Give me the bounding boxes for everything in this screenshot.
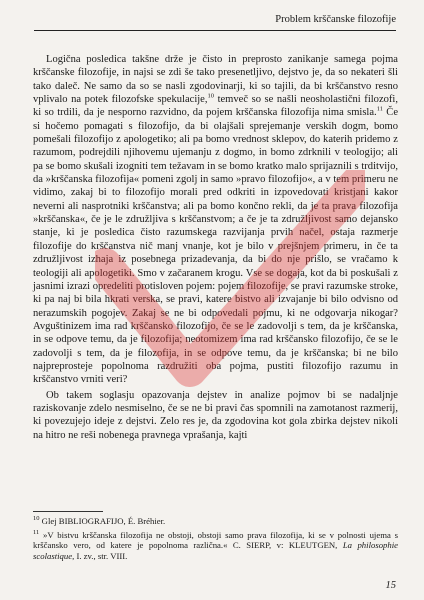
footnote-marker: 10 <box>207 92 214 100</box>
text-run: Ob takem soglasju opazovanja dejstev in analize pojmov bi se nadaljnje raziskovanje zdelo nesmiselno, če se ne bi pravi čas spomnili na zamotanost razmerij, ki povezujejo ideje z dejstvi. Zelo res je, da zgodovina kot gola zbirka dejstev nikoli na hitro ne reši nobenega pravnega vprašanja, kajti <box>33 389 398 441</box>
body-paragraph <box>33 53 398 387</box>
text-run: Glej BIBLIOGRAFIJO, É. Bréhier. <box>39 516 166 526</box>
footnote <box>33 530 398 562</box>
footnote-marker: 10 <box>33 515 40 523</box>
text-run: Če si hočemo pomagati s filozofijo, da bi olajšali sprejemanje verskih dogm, bomo pomešali filozofijo z apologetiko; ali pa bomo vrednost sklepov, do katerih pridemo z razumom, podrejdili njihovemu ujemanju z dogmo, in bomo zdrknili v teologijo; ali pa se bomo skušali izogniti tem težavam in se bomo kratko malo sprijaznili s trditvijo, da »krščanska filozofija« pomeni zgolj in samo »pravo filozofijo«, a v tem primeru ne vidimo, zakaj bi to filozofijo morali pred odkriti in izpovedovati kristjani kakor neverni ali nasprotniki krščanstva; ali pa bomo končno rekli, da je ta prava filozofija »krščanska«, če je le združljiva s krščanstvom; a če je ta združljivost samo dejansko stanje, ki je posledica čisto razumskega razvijanja prvih načel, ostaja razmerje filozofije do krščanstva nič manj vnanje, kot je bilo v prejšnjem primeru, in če ta združljivost izhaja iz posebnega prizadevanja, da bi do nje prišlo, se vračamo k teologiji ali apologetiki. Smo v začaranem krogu. Vse se dogaja, kot da bi poskušali z jasnimi izrazi opredeliti protisloven pojem: pojem filozofije, se pravi razumske stroke, ki pa naj bi bila hkrati verska, se pravi, katere bistvo ali izvajanje bi bilo odvisno od nerazumskih pogojev. Zakaj se ne bi odpovedali pojmu, ki ne odgovarja nikogar? Avguštinizem ima rad krščansko filozofijo, če se le zadovolji s tem, da je krščanska, in se odpove temu, da je filozofija; neotomizem ima rad krščansko filozofijo, če se le zadovolji s tem, da je filozofija, in se odpove temu, da je krščanska; bi ne bilo najpreprosteje popolnoma razdružiti oba pojma, pustiti filozofijo razumu in krščanstvo vrniti veri? <box>33 107 398 386</box>
main-text <box>33 53 398 442</box>
footnote <box>33 516 398 527</box>
body-paragraph <box>33 389 398 442</box>
page-number: 15 <box>385 580 396 591</box>
footnote-marker: 11 <box>376 105 383 113</box>
footnotes <box>33 516 398 564</box>
running-header: Problem krščanske filozofije <box>34 14 396 31</box>
text-run: temveč so se našli neosholastični filozofi, ki so trdili, da je nesporno razvidno, da pojem krščanska filozofija nima smisla. <box>33 94 398 119</box>
text-run: , I. zv., str. VIII. <box>72 550 128 561</box>
text-run: »V bistvu krščanska filozofija ne obstoji, obstoji samo prava filozofija, ki se v polnosti ujema s krščansko vero, od katere je popolnoma različna.« C. SIERP, v: KLEUTGEN, <box>33 529 398 551</box>
footnote-marker: 11 <box>33 528 40 536</box>
text-run: Logična posledica takšne drže je čisto in preprosto zanikanje samega pojma krščanske filozofije, in najsi se zdi še tako presenetljivo, dejstvo je, da so nekateri šli tako daleč. Ne samo da so se nasli zgodovinarji, ki so tajili, da bi krščanstvo resno vplivalo na potek filozofske spekulacije, <box>33 54 398 106</box>
footnote-divider <box>33 511 103 512</box>
italic-title: La philosophie scolastique <box>33 540 399 561</box>
